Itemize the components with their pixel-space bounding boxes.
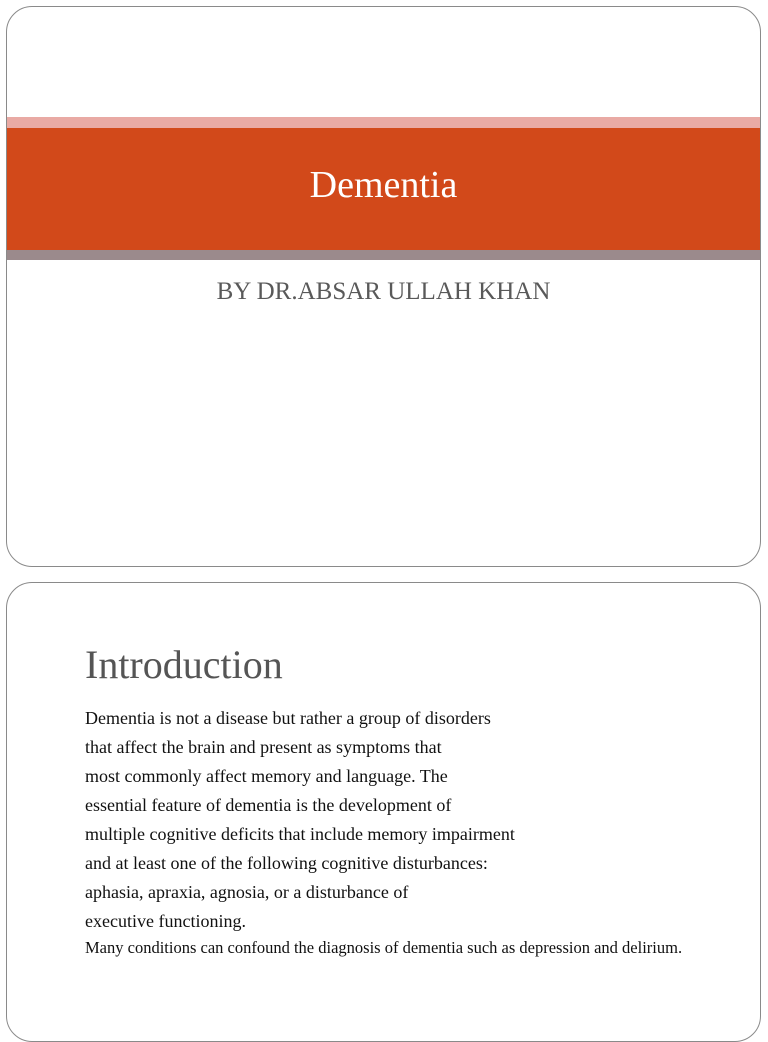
intro-line: and at least one of the following cognitive disturbances:	[85, 853, 488, 873]
intro-line: aphasia, apraxia, agnosia, or a disturbance of	[85, 882, 409, 902]
title-slide	[6, 6, 761, 567]
slide-subtitle: BY DR.ABSAR ULLAH KHAN	[216, 278, 551, 305]
accent-band-gray	[7, 250, 760, 260]
intro-line: multiple cognitive deficits that include memory impairment	[85, 824, 515, 844]
slide-title: Dementia	[309, 164, 458, 206]
accent-band-light	[7, 117, 760, 128]
intro-line: Dementia is not a disease but rather a group of disorders	[85, 708, 491, 728]
intro-line: that affect the brain and present as symptoms that	[85, 737, 442, 757]
intro-line: essential feature of dementia is the development of	[85, 795, 452, 815]
intro-note: Many conditions can confound the diagnosis of dementia such as depression and delirium.	[85, 938, 683, 957]
introduction-slide	[6, 582, 761, 1042]
intro-heading: Introduction	[85, 642, 283, 687]
intro-line: executive functioning.	[85, 911, 246, 931]
intro-body	[85, 704, 725, 958]
intro-line: most commonly affect memory and language. The	[85, 766, 448, 786]
